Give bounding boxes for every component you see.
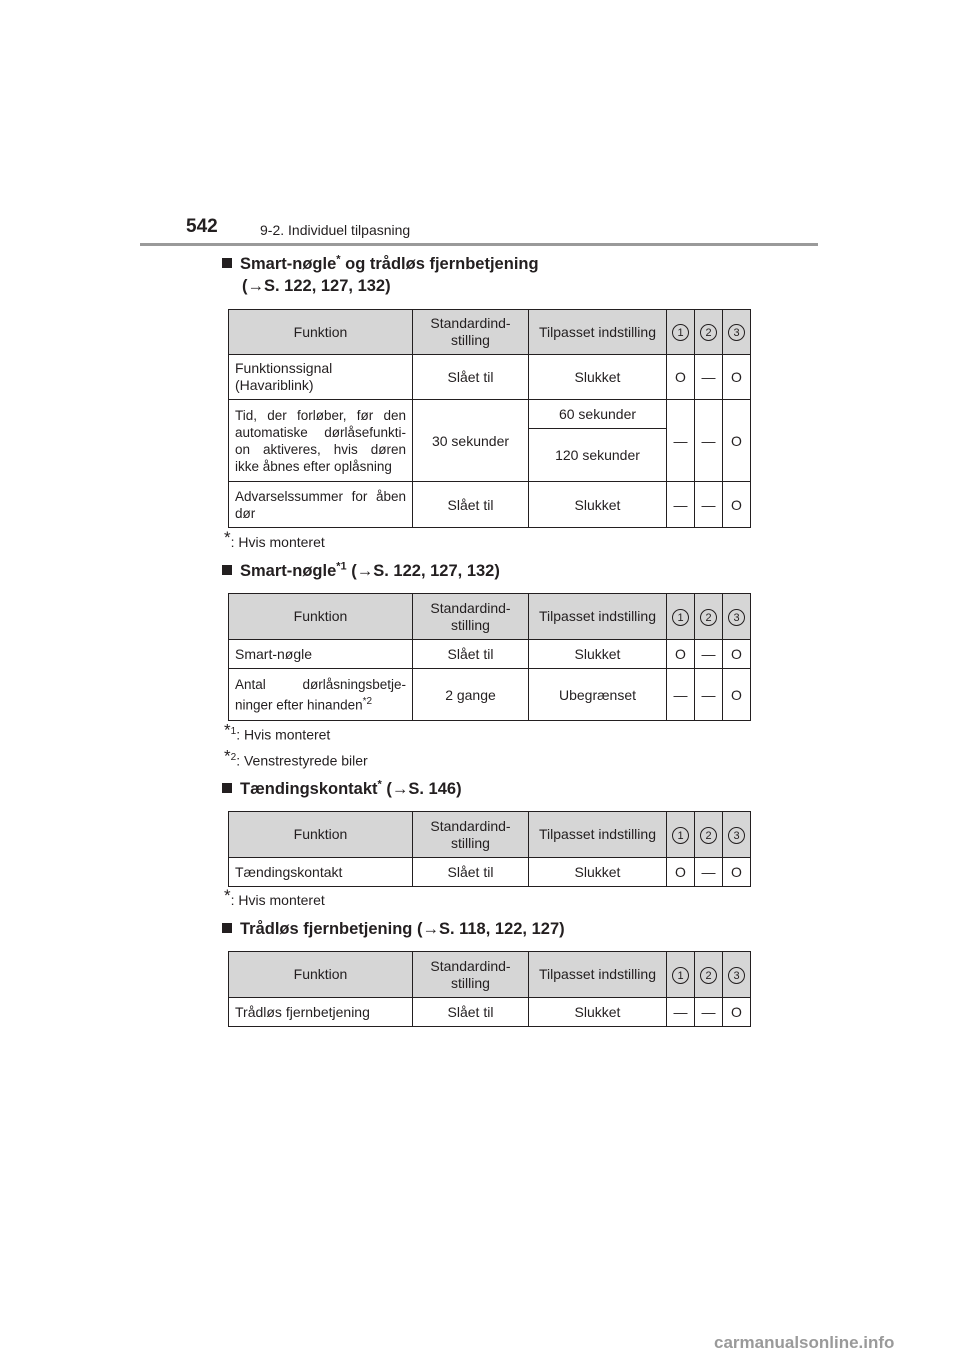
- table-header-row: Funktion Standardind-stilling Tilpasset indstilling 1 2 3: [229, 310, 751, 355]
- circled-number-1-icon: 1: [672, 324, 689, 341]
- footnote: *$^1$: Hvis monteret: [224, 720, 331, 743]
- watermark: carmanualsonline.info: [714, 1333, 895, 1352]
- settings-table-smart-key-remote: [228, 309, 751, 528]
- circled-number-3-icon: 3: [728, 324, 745, 341]
- table-header-row: Funktion Standardind-stilling Tilpasset indstilling 1 2 3: [229, 952, 751, 998]
- circled-number-2-icon: 2: [700, 609, 717, 626]
- circled-number-1-icon: 1: [672, 967, 689, 984]
- section-heading-smart-key: Smart-nøgle$^{*1}$ (→S. 122, 127, 132): [222, 560, 500, 582]
- circled-number-2-icon: 2: [700, 967, 717, 984]
- section-header: 9-2. Individuel tilpasning: [260, 222, 411, 238]
- section-heading-ignition: Tændingskontakt* (→S. 146): [222, 778, 462, 800]
- circled-number-1-icon: 1: [672, 609, 689, 626]
- square-bullet-icon: [222, 923, 232, 933]
- footnote: *: Hvis monteret: [224, 528, 325, 550]
- table-row: Funktionssignal (Havariblink) Slået til Slukket O — O: [229, 355, 751, 400]
- circled-number-2-icon: 2: [700, 827, 717, 844]
- section-heading-smart-key-remote: Smart-nøgle* og trådløs fjernbetjening (→S. 122, 127, 132): [222, 253, 539, 297]
- table-row: 120 sekunder: [229, 429, 751, 482]
- header-rule: [140, 243, 818, 246]
- footnote: *$^2$: Venstrestyrede biler: [224, 746, 368, 769]
- circled-number-3-icon: 3: [728, 967, 745, 984]
- table-row: Advarselssummer for åben dør Slået til Slukket — — O: [229, 482, 751, 528]
- table-row: Smart-nøgle Slået til Slukket O — O: [229, 640, 751, 669]
- section-heading-wireless-remote: Trådløs fjernbetjening (→S. 118, 122, 127): [222, 918, 565, 940]
- footnote: *: Hvis monteret: [224, 886, 325, 908]
- table-row: Tændingskontakt Slået til Slukket O — O: [229, 858, 751, 887]
- page-number: 542: [186, 216, 218, 237]
- square-bullet-icon: [222, 258, 232, 268]
- circled-number-3-icon: 3: [728, 609, 745, 626]
- square-bullet-icon: [222, 783, 232, 793]
- settings-table-smart-key: [228, 593, 751, 721]
- settings-table-ignition: [228, 811, 751, 887]
- table-header-row: Funktion Standardind-stilling Tilpasset indstilling 1 2 3: [229, 812, 751, 858]
- circled-number-3-icon: 3: [728, 827, 745, 844]
- square-bullet-icon: [222, 565, 232, 575]
- settings-table-wireless-remote: [228, 951, 751, 1027]
- table-header-row: Funktion Standardind-stilling Tilpasset indstilling 1 2 3: [229, 594, 751, 640]
- table-row: Antal dørlåsningsbetje-ninger efter hinanden$^{*2}$ 2 gange Ubegrænset — — O: [229, 669, 751, 721]
- table-row: Trådløs fjernbetjening Slået til Slukket — — O: [229, 998, 751, 1027]
- table-row: Tid, der forløber, før den automatiske dørlåsefunkti-on aktiveres, hvis døren ikke åbnes efter oplåsning 30 sekunder 60 sekunder — — O: [229, 400, 751, 429]
- circled-number-2-icon: 2: [700, 324, 717, 341]
- circled-number-1-icon: 1: [672, 827, 689, 844]
